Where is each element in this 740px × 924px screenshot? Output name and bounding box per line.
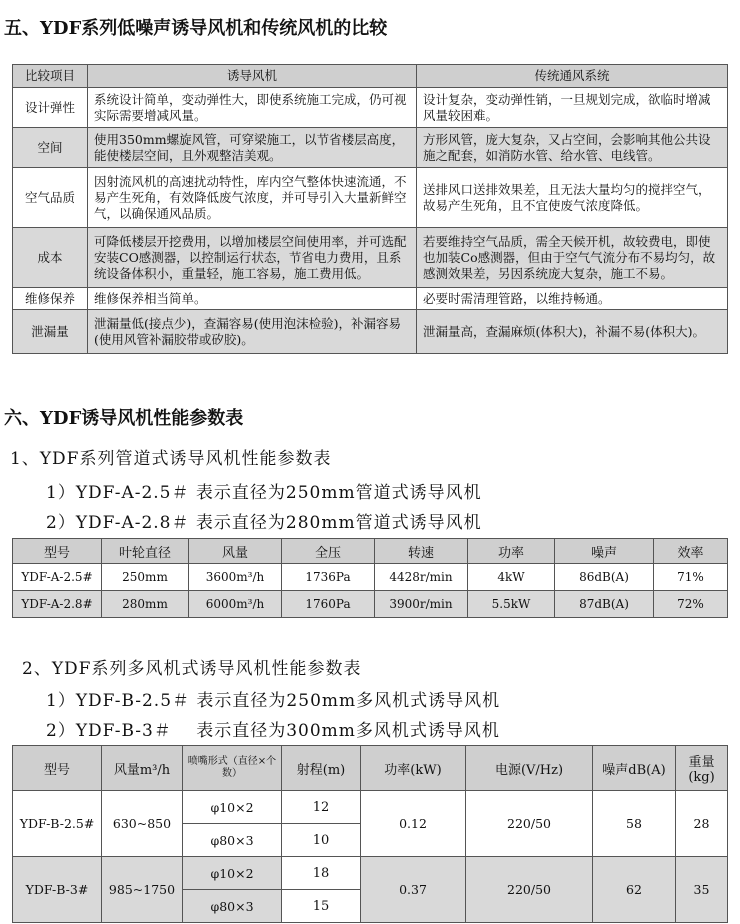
cell-supply: 220/50 <box>466 857 593 923</box>
table-b-header <box>13 746 728 791</box>
cell-range: 10 <box>282 824 361 857</box>
th-impeller: 叶轮直径 <box>102 539 189 564</box>
th-speed: 转速 <box>375 539 468 564</box>
cell: 280mm <box>102 591 189 618</box>
cell: 250mm <box>102 564 189 591</box>
comparison-row <box>13 228 728 288</box>
cell: YDF-A-2.5# <box>13 564 102 591</box>
sub1-item: 1）YDF-A-2.5＃ 表示直径为250mm管道式诱导风机 <box>46 483 482 503</box>
cell-model: YDF-B-3# <box>13 857 102 923</box>
sub2-item: 1）YDF-B-2.5＃ 表示直径为250mm多风机式诱导风机 <box>46 691 501 711</box>
table-row <box>13 791 728 824</box>
table-row <box>13 591 728 618</box>
th-weight: 重量(kg) <box>676 746 728 791</box>
row-item: 设计弹性 <box>13 88 88 128</box>
cell: 87dB(A) <box>555 591 654 618</box>
cell-range: 12 <box>282 791 361 824</box>
th-pressure: 全压 <box>282 539 375 564</box>
th-flow: 风量 <box>189 539 282 564</box>
table-b <box>12 745 728 923</box>
sub2-title: 2、YDF系列多风机式诱导风机性能参数表 <box>22 659 362 679</box>
th-efficiency: 效率 <box>654 539 728 564</box>
cell: 6000m³/h <box>189 591 282 618</box>
cell-nozzle: φ80×3 <box>183 890 282 923</box>
row-induction: 可降低楼层开挖费用，以增加楼层空间使用率，并可选配安装CO感测器，以控制运行状态，节省电力费用，且系统设备体积小，重量轻，施工容易，施工费用低。 <box>88 228 417 288</box>
cell-flow: 630~850 <box>102 791 183 857</box>
comparison-table <box>12 64 728 354</box>
row-induction: 维修保养相当简单。 <box>88 288 417 310</box>
cell-model: YDF-B-2.5# <box>13 791 102 857</box>
row-induction: 系统设计简单，变动弹性大，即使系统施工完成，仍可视实际需要增减风量。 <box>88 88 417 128</box>
cell: 5.5kW <box>468 591 555 618</box>
cell-nozzle: φ80×3 <box>183 824 282 857</box>
row-traditional: 方形风管，庞大复杂，又占空间，会影响其他公共设施之配套，如消防水管、给水管、电线管。 <box>417 128 728 168</box>
cell: 4428r/min <box>375 564 468 591</box>
row-traditional: 送排风口送排效果差，且无法大量均匀的搅拌空气，故易产生死角，且不宜使废气浓度降低。 <box>417 168 728 228</box>
th-flow: 风量m³/h <box>102 746 183 791</box>
section6-title: 六、YDF诱导风机性能参数表 <box>4 408 244 429</box>
row-induction: 泄漏量低(接点少)，查漏容易(使用泡沫检验)，补漏容易(使用风管补漏胶带或矽胶)。 <box>88 310 417 354</box>
row-induction: 使用350mm螺旋风管，可穿梁施工，以节省楼层高度，能使楼层空间，且外观整洁美观。 <box>88 128 417 168</box>
cell: 3900r/min <box>375 591 468 618</box>
th-model: 型号 <box>13 746 102 791</box>
header-item: 比较项目 <box>13 65 88 88</box>
cell-noise: 62 <box>593 857 676 923</box>
cell-supply: 220/50 <box>466 791 593 857</box>
comparison-row <box>13 128 728 168</box>
th-noise: 噪声dB(A) <box>593 746 676 791</box>
row-induction: 因射流风机的高速扰动特性，库内空气整体快速流通，不易产生死角，有效降低废气浓度，并可导引入大量新鲜空气，以确保通风品质。 <box>88 168 417 228</box>
comparison-row <box>13 168 728 228</box>
cell: 72% <box>654 591 728 618</box>
cell: 1760Pa <box>282 591 375 618</box>
cell-power: 0.37 <box>361 857 466 923</box>
th-supply: 电源(V/Hz) <box>466 746 593 791</box>
th-model: 型号 <box>13 539 102 564</box>
table-row <box>13 564 728 591</box>
row-traditional: 必要时需清理管路，以维持畅通。 <box>417 288 728 310</box>
row-item: 成本 <box>13 228 88 288</box>
cell-weight: 28 <box>676 791 728 857</box>
comparison-header-row <box>13 65 728 88</box>
th-power: 功率 <box>468 539 555 564</box>
row-item: 维修保养 <box>13 288 88 310</box>
comparison-row <box>13 288 728 310</box>
sub1-item: 2）YDF-A-2.8＃ 表示直径为280mm管道式诱导风机 <box>46 513 482 533</box>
header-traditional: 传统通风系统 <box>417 65 728 88</box>
th-range: 射程(m) <box>282 746 361 791</box>
th-power: 功率(kW) <box>361 746 466 791</box>
cell: 1736Pa <box>282 564 375 591</box>
row-item: 泄漏量 <box>13 310 88 354</box>
sub2-item: 2）YDF-B-3＃ 表示直径为300mm多风机式诱导风机 <box>46 721 500 741</box>
cell-flow: 985~1750 <box>102 857 183 923</box>
comparison-row <box>13 88 728 128</box>
cell: 86dB(A) <box>555 564 654 591</box>
th-noise: 噪声 <box>555 539 654 564</box>
comparison-row <box>13 310 728 354</box>
cell-nozzle: φ10×2 <box>183 791 282 824</box>
row-traditional: 泄漏量高，查漏麻烦(体积大)，补漏不易(体积大)。 <box>417 310 728 354</box>
cell-noise: 58 <box>593 791 676 857</box>
cell: 3600m³/h <box>189 564 282 591</box>
cell-range: 15 <box>282 890 361 923</box>
cell-range: 18 <box>282 857 361 890</box>
header-induction: 诱导风机 <box>88 65 417 88</box>
row-traditional: 若要维持空气品质，需全天候开机，故较费电，即使也加装Co感测器，但由于空气气流分布不易均匀，故感测效果差，另因系统庞大复杂，施工不易。 <box>417 228 728 288</box>
sub1-title: 1、YDF系列管道式诱导风机性能参数表 <box>10 449 332 469</box>
cell: YDF-A-2.8# <box>13 591 102 618</box>
row-item: 空气品质 <box>13 168 88 228</box>
table-a <box>12 538 728 618</box>
cell: 4kW <box>468 564 555 591</box>
row-item: 空间 <box>13 128 88 168</box>
cell: 71% <box>654 564 728 591</box>
th-nozzle: 喷嘴形式（直径×个数） <box>183 746 282 791</box>
cell-power: 0.12 <box>361 791 466 857</box>
row-traditional: 设计复杂，变动弹性销，一旦规划完成，欲临时增减风量较困难。 <box>417 88 728 128</box>
table-row <box>13 857 728 890</box>
cell-nozzle: φ10×2 <box>183 857 282 890</box>
cell-weight: 35 <box>676 857 728 923</box>
table-a-header <box>13 539 728 564</box>
section5-title: 五、YDF系列低噪声诱导风机和传统风机的比较 <box>4 18 388 39</box>
